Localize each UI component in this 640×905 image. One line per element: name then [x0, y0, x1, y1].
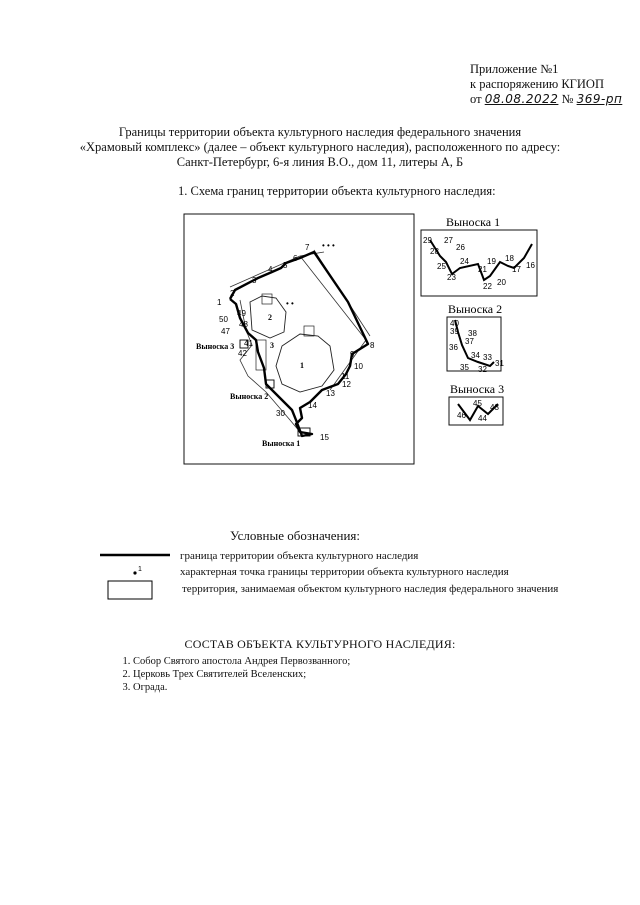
point-label: 41 [244, 339, 253, 348]
svg-text:46: 46 [457, 411, 466, 420]
svg-text:28: 28 [430, 247, 439, 256]
list-item: 3. Ограда. [133, 681, 350, 694]
list-item: 2. Церковь Трех Святителей Вселенских; [133, 668, 350, 681]
svg-text:45: 45 [473, 399, 482, 408]
point-label: 10 [354, 362, 363, 371]
svg-text:36: 36 [449, 343, 458, 352]
callout-label-2: Выноска 2 [230, 392, 269, 401]
appendix-order-ref: к распоряжению КГИОП [470, 77, 604, 91]
list-item: 1. Собор Святого апостола Андрея Первозванного; [133, 655, 350, 668]
svg-text:29: 29 [423, 236, 432, 245]
building-number: 2 [268, 313, 272, 322]
handwritten-number: 369-рп [576, 92, 623, 106]
point-label: 50 [219, 315, 228, 324]
point-label: 42 [238, 349, 247, 358]
point-label: 14 [308, 401, 317, 410]
svg-text:23: 23 [447, 273, 456, 282]
callout-label-1: Выноска 1 [262, 439, 301, 448]
point-label: 5 [283, 261, 288, 270]
legend-title: Условные обозначения: [230, 528, 361, 543]
point-label: 11 [341, 372, 350, 381]
legend-item-boundary: граница территории объекта культурного наследия [180, 550, 419, 562]
svg-text:18: 18 [505, 254, 514, 263]
svg-text:33: 33 [483, 353, 492, 362]
inset-1-title: Выноска 1 [446, 215, 501, 229]
svg-text:38: 38 [468, 329, 477, 338]
svg-text:• • •: • • • [322, 241, 335, 250]
boundary-point-labels [217, 243, 375, 442]
point-label: 12 [342, 380, 351, 389]
point-label: 6 [293, 254, 298, 263]
svg-text:43: 43 [490, 403, 499, 412]
svg-text:34: 34 [471, 351, 480, 360]
inset-3-title: Выноска 3 [450, 382, 505, 396]
point-label: 47 [221, 327, 230, 336]
svg-text:31: 31 [495, 359, 504, 368]
legend-symbols [95, 548, 175, 604]
legend-territory-box [108, 581, 152, 599]
point-label: 3 [252, 276, 257, 285]
svg-text:17: 17 [512, 265, 521, 274]
point-label: 2 [230, 289, 235, 298]
svg-text:• •: • • [286, 299, 294, 308]
building-number: 1 [300, 361, 304, 370]
svg-text:35: 35 [460, 363, 469, 372]
svg-text:19: 19 [487, 257, 496, 266]
point-label: 49 [237, 309, 246, 318]
point-label: 8 [370, 341, 375, 350]
point-label: 7 [305, 243, 310, 252]
svg-text:25: 25 [437, 262, 446, 271]
handwritten-date: 08.08.2022 [484, 92, 559, 106]
svg-text:20: 20 [497, 278, 506, 287]
svg-text:39: 39 [450, 327, 459, 336]
document-title: Границы территории объекта культурного наследия федерального значения «Храмовый комплекс» (далее – объект культурного наследия), расположенного по адресу: Санкт-Петербург, 6-я линия В.О., дом 11, литеры А, Б [79, 125, 561, 169]
building-1 [276, 334, 334, 392]
appendix-number: Приложение №1 [470, 62, 559, 76]
legend-item-territory: территория, занимаемая объектом культурного наследия федерального значения [182, 583, 559, 595]
legend-item-point: характерная точка границы территории объекта культурного наследия [180, 566, 509, 578]
svg-text:32: 32 [478, 365, 487, 374]
svg-text:40: 40 [450, 319, 459, 328]
svg-text:1: 1 [138, 566, 142, 573]
composition-heading: СОСТАВ ОБЪЕКТА КУЛЬТУРНОГО НАСЛЕДИЯ: [184, 637, 456, 651]
point-label: 15 [320, 433, 329, 442]
point-label: 13 [326, 389, 335, 398]
svg-text:37: 37 [465, 337, 474, 346]
building-number: 3 [270, 341, 274, 350]
section-heading: 1. Схема границ территории объекта культурного наследия: [178, 184, 496, 198]
inset-1-boundary [430, 240, 532, 280]
svg-text:26: 26 [456, 243, 465, 252]
point-label: 30 [276, 409, 285, 418]
svg-text:27: 27 [444, 236, 453, 245]
point-label: 1 [217, 298, 222, 307]
svg-text:24: 24 [460, 257, 469, 266]
point-label: 9 [350, 350, 355, 359]
svg-text:44: 44 [478, 414, 487, 423]
svg-text:22: 22 [483, 282, 492, 291]
point-label: 48 [239, 320, 248, 329]
callout-label-3: Выноска 3 [196, 342, 235, 351]
inset-2-title: Выноска 2 [448, 302, 503, 316]
appendix-date-line: от 08.08.2022 № 369-рп [470, 92, 623, 106]
point-label: 4 [268, 265, 273, 274]
svg-text:16: 16 [526, 261, 535, 270]
composition-list [115, 655, 350, 694]
legend-point-symbol [133, 571, 136, 574]
svg-text:21: 21 [478, 265, 487, 274]
